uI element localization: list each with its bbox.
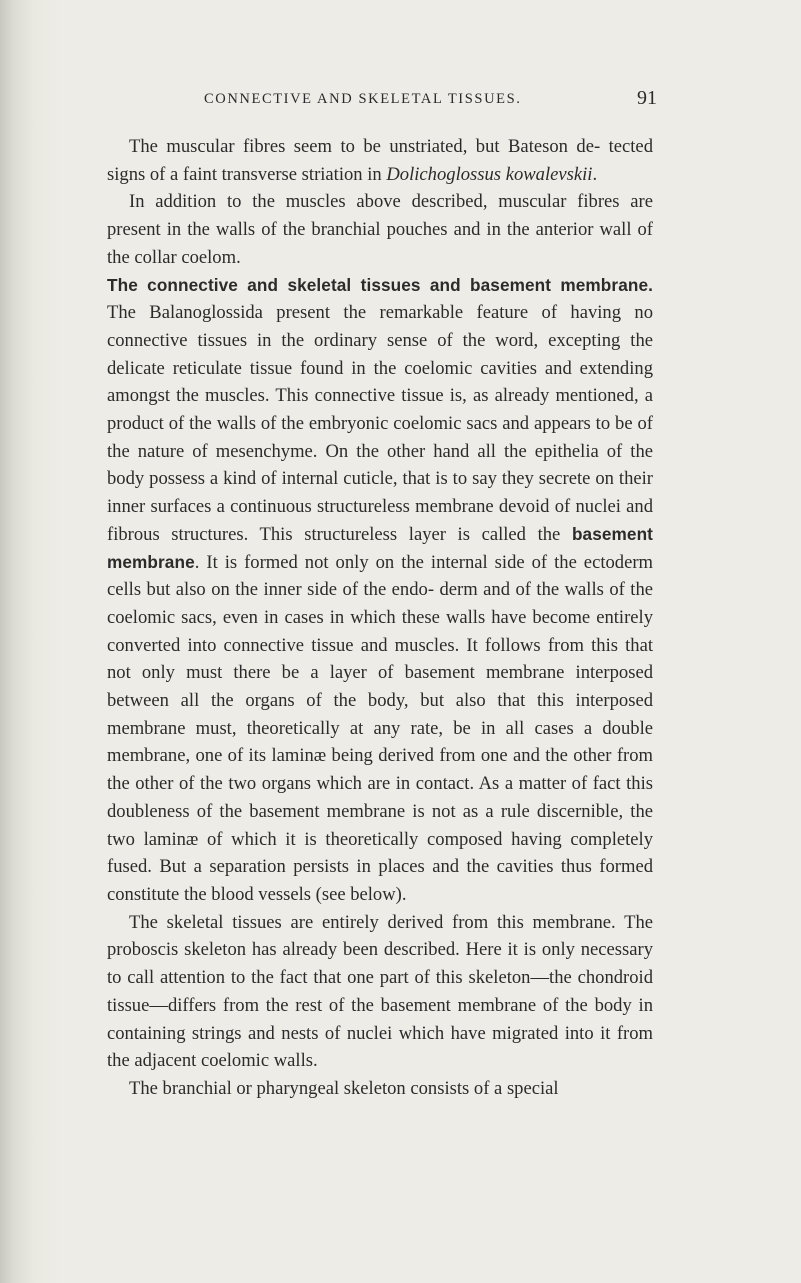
paragraph-skeletal-tissues: The skeletal tissues are entirely derived from this membrane. The proboscis skeleton has already been described. Here it is only necessary to call attention to the fact that one part of this skeleton—the chondroid tissue—differs from the rest of the basement membrane of the body in containing strings and nests of nuclei which have migrated into it from the adjacent coelomic walls.: [107, 911, 653, 1072]
paragraph-text: .: [592, 163, 598, 185]
paragraph-text: The muscular fibres seem to be unstriated, but Bateson de- tected signs of a faint transverse striation in: [107, 136, 653, 185]
species-name: Dolichoglossus kowalevskii: [386, 163, 593, 185]
paragraph-text: . It is formed not only on the internal side of the ectoderm cells but also on the inner side of the endo- derm and of the walls of the coelomic sacs, even in cases in which these walls have become entirely converted into connective tissue and muscles. It follows from this that not only must there be a layer of basement membrane interposed between all the organs of the body, but also that this interposed membrane must, theoretically at any rate, be in all cases a double membrane, one of its laminæ being derived from one and the other from the other of the two organs which are in contact. As a matter of fact this doubleness of the basement membrane is not as a rule discernible, the two laminæ of which it is theoretically composed having completely fused. But a separation persists in places and the cavities thus formed constitute the blood vessels (see below).: [107, 551, 653, 905]
key-term: basement membrane: [107, 523, 653, 572]
paragraph-muscular-fibres: [107, 133, 653, 188]
paragraph-text: The Balanoglossida present the remarkable feature of having no connective tissues in the ordinary sense of the word, excepting the delicate reticulate tissue found in the coelomic cavities and extending amongst the muscles. This connective tissue is, as already mentioned, a product of the walls of the embryonic coelomic sacs and appears to be of the nature of mesenchyme. On the other hand all the epithelia of the body possess a kind of internal cuticle, that is to say they secrete on their inner surfaces a continuous structureless membrane devoid of nuclei and fibrous structures. This structureless layer is called the: [107, 302, 653, 545]
paragraph-branchial-muscles: In addition to the muscles above described, muscular fibres are present in the walls of the branchial pouches and in the anterior wall of the collar coelom.: [107, 191, 653, 268]
running-head: [0, 87, 801, 113]
paragraph-connective-tissues: [107, 272, 653, 909]
running-title: CONNECTIVE AND SKELETAL TISSUES.: [204, 91, 522, 107]
body-text: [107, 133, 653, 1103]
section-heading: The connective and skeletal tissues and basement membrane.: [107, 274, 653, 295]
paragraph-branchial-skeleton: The branchial or pharyngeal skeleton consists of a special: [129, 1077, 559, 1099]
page-number: 91: [637, 87, 657, 109]
